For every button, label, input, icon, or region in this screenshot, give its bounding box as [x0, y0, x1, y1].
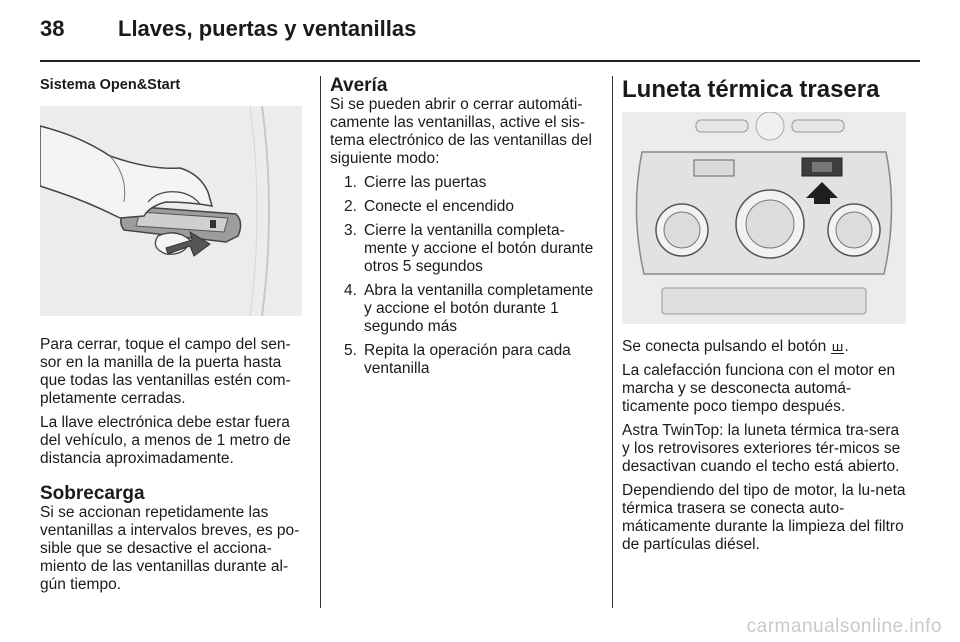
- paragraph-twintop: Astra TwinTop: la luneta térmica tra-sera y los retrovisores exteriores tér-micos se desactivan cuando el techo está abierto.: [622, 422, 901, 475]
- paragraph-key-distance: La llave electrónica debe estar fuera del vehículo, a menos de 1 metro de distancia aproximadamente.: [40, 414, 291, 467]
- watermark: carmanualsonline.info: [746, 616, 942, 637]
- connect-end: .: [844, 338, 849, 355]
- climate-panel-figure: [622, 112, 906, 324]
- rear-defroster-icon: ꟺ: [831, 339, 844, 354]
- step-text: Cierre las puertas: [364, 174, 487, 191]
- section-heading-rear-defroster: Luneta térmica trasera: [622, 76, 880, 103]
- step-text: Cierre la ventanilla completa-mente y accione el botón durante otros 5 segundos: [364, 222, 594, 275]
- door-handle-figure: [40, 106, 302, 316]
- list-item: [330, 174, 602, 192]
- section-heading-overload: Sobrecarga: [40, 483, 145, 504]
- paragraph-overload: Si se accionan repetidamente las ventanillas a intervalos breves, es po-sible que se desactive el acciona-miento de las ventanillas durante al-gún tiempo.: [40, 504, 300, 593]
- page-title: Llaves, puertas y ventanillas: [118, 16, 417, 41]
- list-item: [330, 342, 602, 378]
- section-heading-open-start: Sistema Open&Start: [40, 77, 181, 93]
- step-number: 1.: [344, 174, 357, 191]
- column-divider-1: [320, 76, 321, 608]
- column-open-start: [40, 76, 308, 600]
- climate-control-panel-illustration: [622, 112, 906, 324]
- step-number: 2.: [344, 198, 357, 215]
- column-divider-2: [612, 76, 613, 608]
- list-item: [330, 222, 602, 276]
- column-rear-defroster: [622, 76, 906, 560]
- paragraph-close-instructions: Para cerrar, toque el campo del sen-sor en la manilla de la puerta hasta que todas las ventanillas estén com-pletamente cerradas.: [40, 336, 291, 407]
- door-handle-hand-illustration: [40, 106, 302, 316]
- section-heading-fault: Avería: [330, 75, 388, 96]
- step-text: Abra la ventanilla completamente y accione el botón durante 1 segundo más: [364, 282, 594, 335]
- header-rule: [40, 60, 920, 62]
- list-item: [330, 198, 602, 216]
- paragraph-fault-intro: Si se pueden abrir o cerrar automáti-camente las ventanillas, active el sis-tema electrónico de las ventanillas del siguiente modo:: [330, 96, 592, 167]
- column-fault: [330, 76, 602, 384]
- paragraph-diesel-filter: Dependiendo del tipo de motor, la lu-neta térmica trasera se conecta auto-máticamente durante la limpieza del filtro de partículas diésel.: [622, 482, 906, 553]
- step-number: 4.: [344, 282, 357, 299]
- step-number: 5.: [344, 342, 357, 359]
- step-text: Repita la operación para cada ventanilla: [364, 342, 571, 377]
- list-item: [330, 282, 602, 336]
- page-header: [40, 16, 920, 62]
- page-number: 38: [40, 16, 65, 41]
- paragraph-connect-button: [622, 338, 906, 356]
- fault-steps-list: [330, 174, 602, 378]
- step-text: Conecte el encendido: [364, 198, 514, 215]
- step-number: 3.: [344, 222, 357, 239]
- connect-text: Se conecta pulsando el botón: [622, 338, 827, 355]
- paragraph-heating-function: La calefacción funciona con el motor en marcha y se desconecta automá-ticamente poco tiempo después.: [622, 362, 896, 415]
